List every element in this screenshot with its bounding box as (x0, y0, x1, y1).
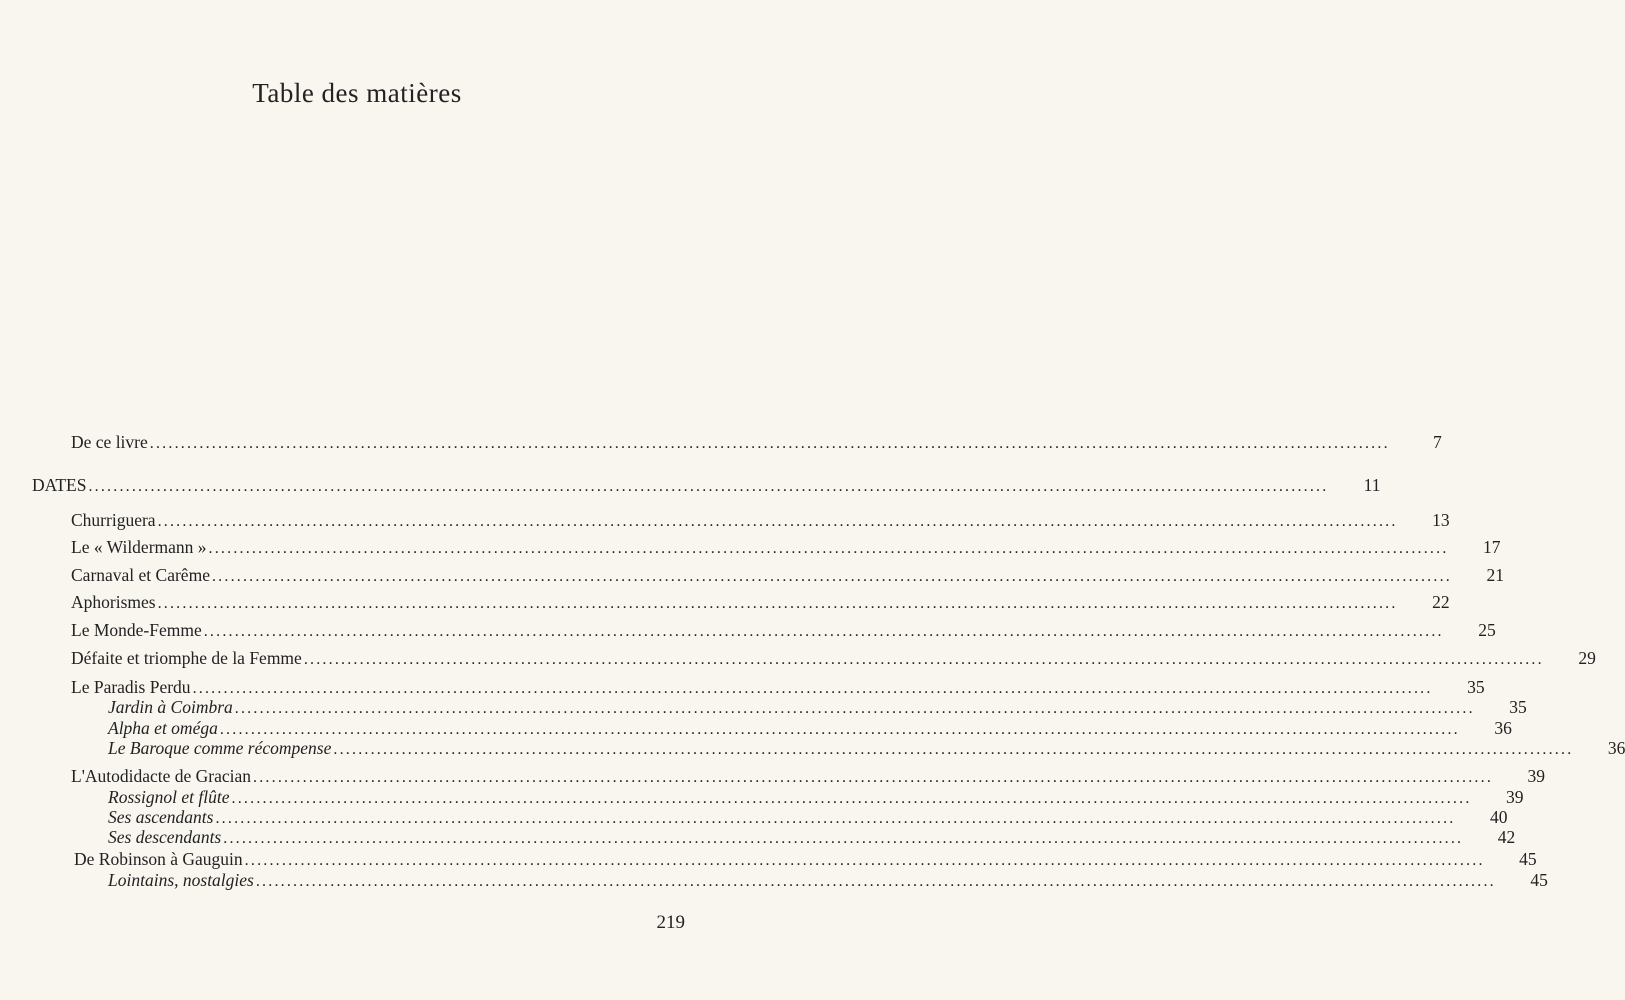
toc-entry-label: Le « Wildermann » (71, 537, 207, 557)
toc-entry[interactable] (74, 849, 1537, 871)
dot-leader: ........................................................................................................................................................................................................ (303, 651, 1544, 668)
toc-entry-label: De Robinson à Gauguin (74, 849, 243, 869)
toc-entry-label: Jardin à Coimbra (108, 697, 233, 717)
toc-entry-label: DATES (32, 475, 87, 495)
dot-leader: ........................................................................................................................................................................................................ (157, 513, 1398, 530)
toc-entry[interactable] (71, 592, 1450, 614)
toc-entry-label: Le Paradis Perdu (71, 677, 191, 697)
toc-entry[interactable] (71, 648, 1596, 670)
toc-entry-page: 45 (1530, 870, 1548, 890)
dot-leader: ........................................................................................................................................................................................................ (88, 478, 1329, 495)
toc-entry-label: Défaite et triomphe de la Femme (71, 648, 302, 668)
toc-entry-page: 21 (1486, 565, 1504, 585)
dot-leader: ........................................................................................................................................................................................................ (231, 790, 1472, 807)
toc-entry-label: L'Autodidacte de Gracian (71, 766, 252, 786)
toc-entry[interactable] (71, 565, 1504, 587)
dot-leader: ........................................................................................................................................................................................................ (211, 568, 1452, 585)
toc-entry-label: De ce livre (71, 432, 148, 452)
toc-entry-page: 40 (1489, 807, 1508, 827)
toc-entry-page: 17 (1483, 537, 1501, 557)
dot-leader: ........................................................................................................................................................................................................ (219, 721, 1460, 738)
toc-section-entry[interactable] (32, 475, 1381, 497)
dot-leader: ........................................................................................................................................................................................................ (192, 680, 1433, 697)
toc-entry[interactable] (71, 537, 1501, 559)
toc-entry-label: Rossignol et flûte (108, 787, 230, 807)
toc-entry-label: Ses descendants (108, 827, 222, 847)
toc-entry-label: Le Baroque comme récompense (108, 738, 332, 758)
toc-entry-page: 7 (1433, 432, 1442, 452)
dot-leader: ........................................................................................................................................................................................................ (215, 810, 1456, 827)
toc-entry-page: 11 (1363, 475, 1381, 495)
toc-entry-page: 42 (1497, 827, 1516, 847)
dot-leader: ........................................................................................................................................................................................................ (157, 595, 1398, 612)
toc-entry-label: Alpha et oméga (108, 718, 218, 738)
dot-leader: ........................................................................................................................................................................................................ (253, 769, 1494, 786)
toc-subentry[interactable] (108, 787, 1524, 809)
toc-subentry[interactable] (108, 807, 1508, 829)
toc-entry-page: 36 (1494, 718, 1512, 738)
toc-entry-label: Aphorismes (71, 592, 156, 612)
toc-entry-label: Carnaval et Carême (71, 565, 210, 585)
dot-leader: ........................................................................................................................................................................................................ (234, 700, 1475, 717)
toc-entry[interactable] (71, 677, 1485, 699)
page-number: 219 (656, 912, 685, 933)
dot-leader: ........................................................................................................................................................................................................ (203, 623, 1444, 640)
toc-entry[interactable] (71, 510, 1450, 532)
toc-entry-page: 45 (1519, 849, 1537, 869)
toc-entry-page: 35 (1467, 677, 1485, 697)
toc-entry-page: 39 (1506, 787, 1524, 807)
toc-entry-label: Lointains, nostalgies (108, 870, 254, 890)
dot-leader: ........................................................................................................................................................................................................ (255, 873, 1496, 890)
toc-subentry[interactable] (108, 870, 1548, 892)
toc-entry-page: 13 (1432, 510, 1450, 530)
dot-leader: ........................................................................................................................................................................................................ (149, 435, 1390, 452)
toc-entry-label: Ses ascendants (108, 807, 214, 827)
toc-entry-page: 39 (1527, 766, 1546, 786)
dot-leader: ........................................................................................................................................................................................................ (208, 540, 1449, 557)
toc-entry[interactable] (71, 766, 1546, 788)
toc-subentry[interactable] (108, 718, 1512, 740)
dot-leader: ........................................................................................................................................................................................................ (333, 741, 1574, 758)
toc-entry-page: 25 (1478, 620, 1496, 640)
dot-leader: ........................................................................................................................................................................................................ (223, 830, 1464, 847)
toc-entry[interactable] (71, 432, 1442, 454)
toc-subentry[interactable] (108, 697, 1527, 719)
page-title: Table des matières (252, 78, 462, 108)
toc-entry-label: Le Monde-Femme (71, 620, 202, 640)
toc-subentry[interactable] (108, 827, 1516, 849)
toc-subentry[interactable] (108, 738, 1625, 760)
toc-entry-page: 35 (1509, 697, 1527, 717)
toc-entry-label: Churriguera (71, 510, 156, 530)
dot-leader: ........................................................................................................................................................................................................ (244, 852, 1485, 869)
toc-entry-page: 22 (1432, 592, 1450, 612)
toc-entry[interactable] (71, 620, 1496, 642)
toc-entry-page: 29 (1578, 648, 1596, 668)
toc-entry-page: 36 (1607, 738, 1625, 758)
